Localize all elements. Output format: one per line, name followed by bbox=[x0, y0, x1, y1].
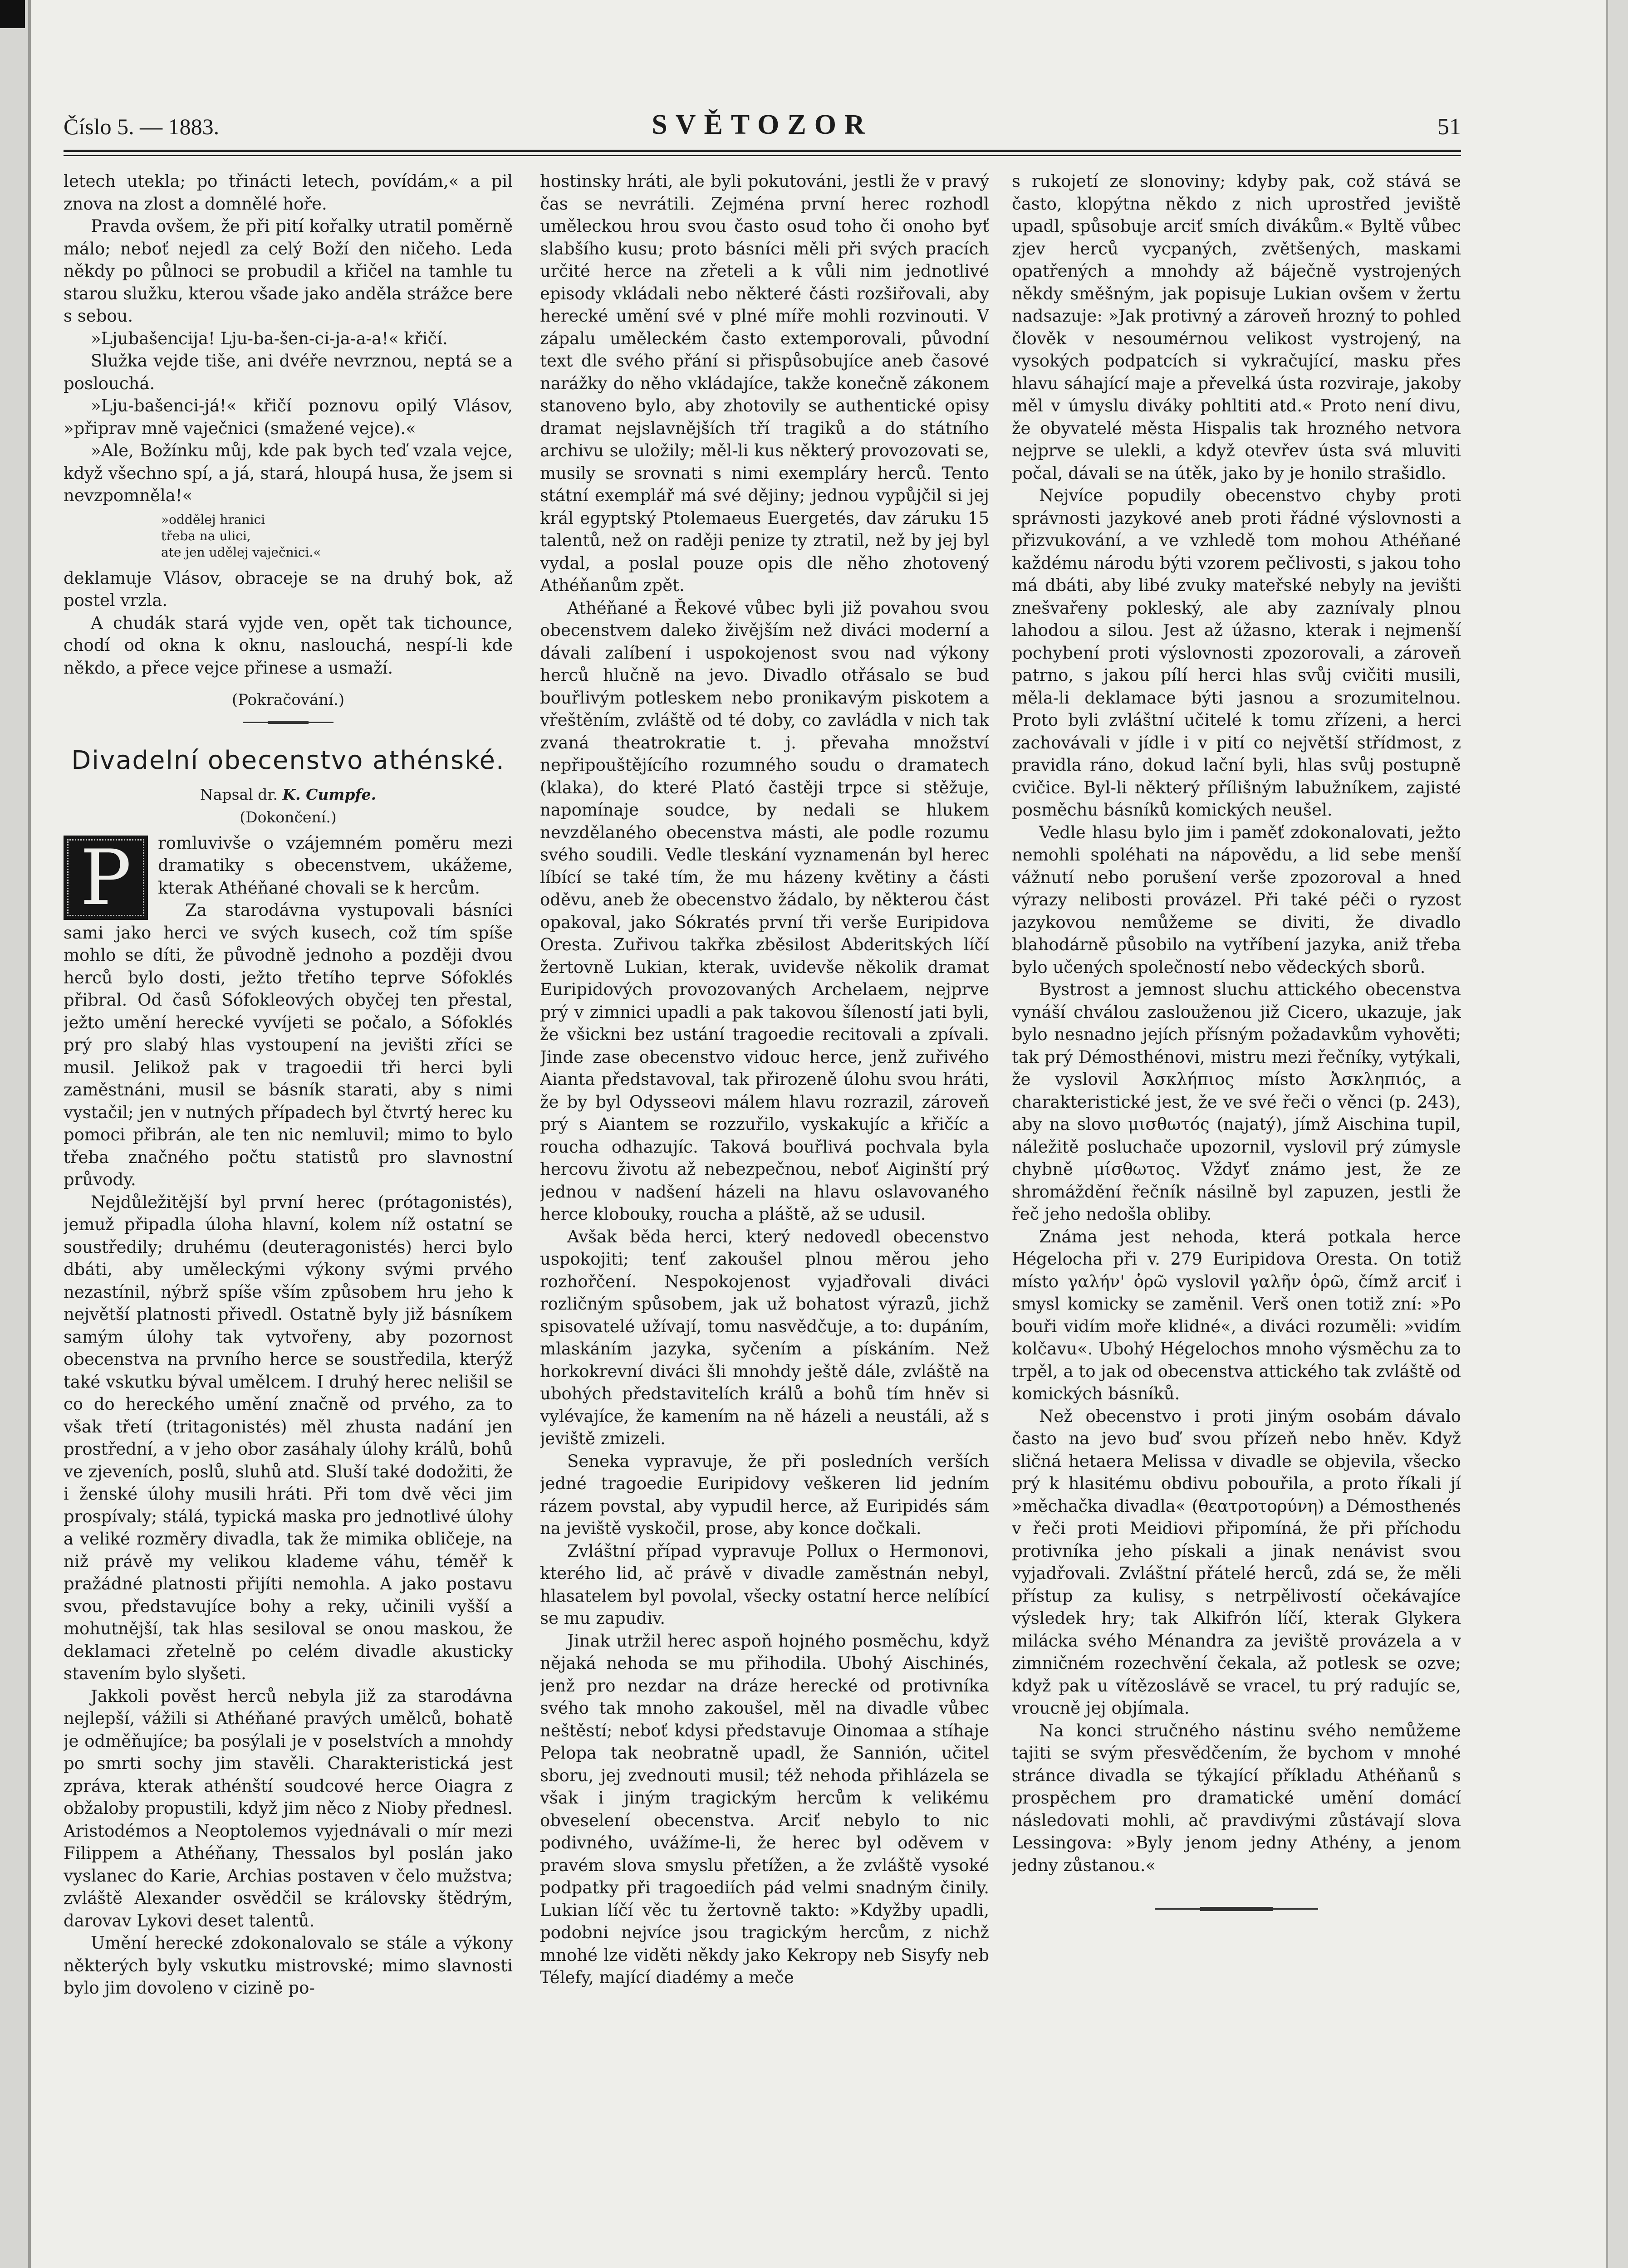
paragraph: Jakkoli pověst herců nebyla již za starodávna nejlepší, vážili si Athéňané pravých umělců, bohatě je odměňujíce; ba posýlali je v poselstvích a mnohdy po smrti sochy jim stavěli. Charakteristická jest zpráva, kterak athénští soudcové herce Oiagra z obžaloby propustili, když jim něco z Nioby přednesl. Aristodémos a Neoptolemos vyjednávali o mír mezi Filippem a Athéňany, Thessalos byl poslán jako vyslanec do Karie, Archias postaven v čelo mužstva; zvláště Alexander osvědčil se královsky štědrým, darovav Lykovi deset talentů. bbox=[64, 1686, 513, 1931]
scan-right-edge bbox=[1606, 0, 1628, 2268]
article-title: Divadelní obecenstvo athénské. bbox=[71, 745, 505, 775]
end-divider bbox=[1155, 1908, 1318, 1910]
paragraph: Pravda ovšem, že při pití kořalky utratil poměrně málo; neboť nejedl za celý Boží den ničeho. Leda někdy po půlnoci se probudil a křičel na tamhle tu starou služku, kterou všade jako anděla strážce bere s sebou. bbox=[64, 216, 513, 326]
paragraph: Známa jest nehoda, která potkala herce Hégelocha při v. 279 Euripidova Oresta. On totiž místo γαλήν' ὁρῶ vyslovil γαλῆν ὁρῶ, čímž arciť i smysl komicky se zaměnil. Verš onen totiž zní: »Po bouři vidím moře klidné«, a diváci rozuměli: »vidím kolčavu«. Ubohý Hégelochos mnoho výsměchu za to trpěl, a to jak od obecenstva attického tak zvláště od komických básníků. bbox=[1012, 1227, 1461, 1403]
column-middle bbox=[540, 170, 989, 2257]
continued-note: (Pokračování.) bbox=[231, 691, 345, 709]
paragraph: Zvláštní případ vypravuje Pollux o Hermonovi, kterého lid, ač právě v divadle zaměstnán nebyl, hlasatelem byl povolal, všecky ostatní herce nelíbící se mu zapudiv. bbox=[540, 1541, 989, 1628]
verse-quote bbox=[161, 512, 513, 561]
column-left bbox=[64, 170, 513, 2257]
scan-left-edge bbox=[0, 0, 31, 2268]
paragraph: romluvivše o vzájemném poměru mezi dramatiky s obecenstvem, ukážeme, kterak Athéňané chovali se k hercům. bbox=[158, 833, 513, 898]
page bbox=[64, 104, 1461, 2263]
paragraph: Jinak utržil herec aspoň hojného posměchu, když nějaká nehoda se mu přihodila. Ubohý Aischinés, jenž pro nezdar na dráze herecké od protivníka svého tak mnoho zakoušel, měl na divadle vůbec neštěstí; neboť kdysi představuje Oinomaa a stíhaje Pelopa tak neobratně upadl, že Sannión, učitel sboru, jej zvednouti musil; též nehoda přihlázela se však i jiným tragickým hercům k velikému obveselení obecenstva. Arciť nebylo to nic podivného, uvážíme-li, že herec byl oděvem v pravém slova smyslu přetížen, a že zvláště vysoké podpatky při tragoediích pád velmi snadným činily. Lukian líčí věc tu žertovně takto: »Kdyžby upadli, podobni nejvíce jsou tragickým hercům, z nichž mnohé lze viděti někdy jako Kekropy neb Sisyfy neb Télefy, mající diadémy a meče bbox=[540, 1631, 989, 1987]
paragraph: s rukojetí ze slonoviny; kdyby pak, což stává se často, klopýtna někdo z nich uprostřed jeviště upadl, spůsobuje arciť smích divákům.« Byltě vůbec zjev herců vycpaných, zvětšených, maskami opatřených a mnohdy až báječně vystrojených někdy směšným, jak popisuje Lukian ovšem v žertu nadsazuje: »Jak protivný a zároveň hrozný to pohled člověk v nesoumérnou velikost vystrojený, na vysokých podpatcích si vykračující, masku přes hlavu sáhající maje a převelká ústa rozviraje, jakoby měl v úmyslu diváky pohltiti atd.« Proto není divu, že obyvatelé města Hispalis tak hrozného netvora nejprve se ulekli, a když otevřev ústa svá mluviti počal, dávali se na útěk, jako by je honilo strašidlo. bbox=[1012, 171, 1461, 483]
paragraph: Avšak běda herci, který nedovedl obecenstvo uspokojiti; tenť zakoušel plnou měrou jeho rozhořčení. Nespokojenost vyjadřovali diváci rozličným spůsobem, jak už bohatost výrazů, jichž spisovatelé užívají, tomu nasvědčuje, a to: dupáním, mlaskáním jazyka, syčením a pískáním. Než horkokrevní diváci šli mnohdy ještě dále, zvláště na ubohých představitelích králů a bohů tím hněv si vylévajíce, že kamením na ně házeli a neustáli, až s jeviště zmizeli. bbox=[540, 1227, 989, 1448]
paragraph: deklamuje Vlásov, obraceje se na druhý bok, až postel vrzla. bbox=[64, 568, 513, 610]
paragraph: letech utekla; po třinácti letech, povídám,« a pil znova na zlost a domnělé hoře. bbox=[64, 171, 513, 214]
verse-line: třeba na ulici, bbox=[161, 528, 251, 543]
header-rule-thick bbox=[64, 150, 1461, 152]
scan-corner-mark bbox=[0, 0, 25, 28]
paragraph: Athéňané a Řekové vůbec byli již povahou svou obecenstvem daleko živějším než diváci moderní a dávali zalíbení i uspokojenost svou nad výkony herců hlučně na jevo. Divadlo otřásalo se buď bouřlivým potleskem nebo pronikavým piskotem a vřeštěním, zvláště od té doby, co zavládla v nich tak zvaná theatrokratie t. j. převaha množství nepřipouštějícího rozumného soudu o dramatech (klaka), do které Plató častěji trpce si stěžuje, napomínaje soudce, by nedali se hlukem nevzdělaného obecenstva másti, ale podle rozumu svého soudili. Vedle tleskání vyznamenán byl herec líbící se také tím, že mu házeny květiny a části oděvu, aneb že obecenstvo žádalo, by některou část opakoval, jako Sókratés první tři verše Euripidova Oresta. Zuřivou takřka zběsilost Abderitských líčí žertovně Lukian, kterak, uvidevše několik dramat Euripidových provozovaných Archelaem, nejprve prý v zimnici upadli a pak takovou šíleností jati byli, že všickni bez ustání tragoedie recitovali a zpívali. Jinde zase obecenstvo vidouc herce, jenž zuřivého Aianta představoval, tak přirozeně úlohu svou hráti, že by byl Odysseovi málem hlavu rozrazil, zároveň prý s Aiantem se rozzuřilo, vyskakujíc a křičíc a roucha odhazujíc. Taková bouřlivá pochvala byla hercovu životu až nebezpečnou, neboť Aiginští prý jednou v nadšení házeli na hlavu oslavovaného herce klobouky, roucha a pláště, až se udusil. bbox=[540, 598, 989, 1224]
verse-line: »oddělej hranici bbox=[161, 512, 265, 527]
paragraph: Na konci stručného nástinu svého nemůžeme tajiti se svým přesvědčením, že bychom v mnohé stránce divadla se týkající příkladu Athéňanů s prospěchem pro dramatické umění domácí následovati mohli, ač pravdivými zůstávají slova Lessingova: »Byly jenom jedny Athény, a jenom jedny zůstanou.« bbox=[1012, 1721, 1461, 1875]
dropcap-initial bbox=[64, 833, 148, 922]
page-number: 51 bbox=[1437, 114, 1461, 140]
paragraph: »Ljubašencija! Lju-ba-šen-ci-ja-a-a!« křičí. bbox=[91, 328, 448, 348]
paragraph: »Ale, Božínku můj, kde pak bych teď vzala vejce, když všechno spí, a já, stará, hloupá husa, že jsem si nevzpomněla!« bbox=[64, 441, 513, 505]
paragraph: hostinsky hráti, ale byli pokutováni, jestli že v pravý čas se nevrátili. Zejména první herec rozhodl uměleckou hrou svou často osud toho či onoho byť slabšího kusu; proto básníci měli při svých pracích určité herce na zřeteli a k vůli nim jednotlivé episody vkládali nebo některé části rozšiřovali, aby herecké umění své v plné míře mohli rozvinouti. V zápalu uměleckém často extemporovali, původní text dle svého přání si přispůsobujíce aneb časové narážky do něho vkládajíce, takže konečně zákonem stanoveno bylo, aby zhotovily se authentické opisy dramat nejslavnějších tří tragiků a do státního archivu se uložily; měl-li kus některý provozovati se, musily se srovnati s nimi exempláry herců. Tento státní exemplář má své dějiny; jednou vypůjčil si jej král egyptský Ptolemaeus Euergetés, dav záruku 15 talentů, než on raději penize ty ztratil, než by jej byl vydal, a poslal pouze opis dle něho zhotovený Athéňanům zpět. bbox=[540, 171, 989, 595]
column-right bbox=[1012, 170, 1461, 2257]
author-name: K. Cumpfe. bbox=[282, 785, 377, 803]
section-divider bbox=[243, 722, 333, 723]
paragraph: Umění herecké zdokonalovalo se stále a výkony některých byly vskutku mistrovské; mimo slavnosti bylo jim dovoleno v cizině po- bbox=[64, 1933, 513, 1998]
journal-title: SVĚTOZOR bbox=[652, 109, 873, 140]
paragraph: Než obecenstvo i proti jiným osobám dávalo často na jevo buď svou přízeň nebo hněv. Když sličná hetaera Melissa v divadle se objevila, všecko prý k hlasitému obdivu pobouřila, a proto říkali jí »měchačka divadla« (θεατροτορύνη) a Démosthenés v řeči proti Meidiovi připomíná, že při příchodu protivníka jeho pískali a jinak nenávist svou vyjadřovali. Zvláštní přátelé herců, zdá se, že měli přístup za kulisy, s netrpělivostí očekávajíce výsledek hry; tak Alkifrón líčí, kterak Glykera milácka svého Ménandra za jeviště provázela a v zimničném rozechvění čekala, až potlesk se ozve; když pak u vítězoslávě se vracel, tu prý radujíc se, vroucně jej objímala. bbox=[1012, 1406, 1461, 1718]
page-header bbox=[64, 104, 1461, 159]
paragraph: Bystrost a jemnost sluchu attického obecenstva vynáší chválou zaslouženou již Cicero, ukazuje, jak bylo nesnadno jejích přísným požadavkům vyhověti; tak prý Démosthénovi, mistru mezi řečníky, vytýkali, že vyslovil Ἀσκλήπιος místo Ἀσκληπιός, a charakteristické jest, že ve své řeči o věnci (p. 243), aby na slovo μισθωτός (najatý), jímž Aischina tupil, náležitě posluchače upozornil, vyslovil prý zúmysle chybně μίσθωτος. Vždyť známo jest, že ze shromáždění řečník násilně byl zapuzen, jestli že řeč jeho nedošla obliby. bbox=[1012, 980, 1461, 1224]
text-columns bbox=[64, 170, 1461, 2257]
paragraph: Za starodávna vystupovali básníci sami jako herci ve svých kusech, což tím spíše mohlo se díti, že původně jednoho a později dvou herců bylo dosti, ježto třetího teprve Sófoklés přibral. Od časů Sófokleových obyčej ten přestal, ježto umění herecké vyvíjeti se počalo, a Sófoklés prý pro slabý hlas vystoupení na jevišti zříci se musil. Jelikož pak v tragoedii tři herci byli zaměstnáni, musil se básník starati, aby s nimi vystačil; jen v nutných případech byl čtvrtý herec ku pomoci přibrán, ale ten nic nemluvil; mimo to bylo třeba značného počtu statistů pro slavnostní průvody. bbox=[64, 900, 513, 1189]
header-rule-thin bbox=[64, 155, 1461, 156]
paragraph: Služka vejde tiše, ani dvéře nevrznou, neptá se a poslouchá. bbox=[64, 351, 513, 393]
paragraph: Nejvíce popudily obecenstvo chyby proti správnosti jazykové aneb proti řádné výslovnosti a přizvukování, a ve vzhledě tom mohou Athéňané každému národu býti vzorem pečlivosti, s jakou toho má dbáti, aby libé zvuky mateřské nebyly na jevišti znešvařeny pokleský, ale aby zaznívaly plnou lahodou a silou. Jest až úžasno, kterak i nejmenší pochybení proti výslovnosti zpozorovali, a zároveň patrno, s jakou pílí herci hlas svůj cvičiti musili, měla-li deklamace býti jasnou a srozumitelnou. Proto byli zvláštní učitelé k tomu zřízeni, a herci zachovávali v jídle i v pití co největší střídmost, z pravidla ráno, dokud lační byli, hlas svůj postupně cvičice. Byl-li některý přílišným labužníkem, zajisté posměchu básníků komických neušel. bbox=[1012, 486, 1461, 820]
paragraph: »Lju-bašenci-já!« křičí poznovu opilý Vlásov, »připrav mně vaječnici (smažené vejce).« bbox=[64, 396, 513, 438]
paragraph: Vedle hlasu bylo jim i paměť zdokonalovati, ježto nemohli spoléhati na nápovědu, a lid sebe menší vážnutí nebo porušení verše zpozoroval a hned výrazy nelibosti provázel. Při také péči o ryzost jazykovou nemůžeme se diviti, že divadlo blahodárně působilo na vytříbení jazyka, aniž třeba bylo učených společností nebo vědeckých sborů. bbox=[1012, 822, 1461, 977]
issue-number: Číslo 5. — 1883. bbox=[64, 114, 220, 139]
byline bbox=[64, 784, 513, 806]
conclusion-note: (Dokončení.) bbox=[240, 808, 337, 826]
paragraph: Seneka vypravuje, že při posledních verších jedné tragoedie Euripidovy veškeren lid jedním rázem povstal, aby vypudil herce, až Euripidés sám na jeviště vyskočil, prose, aby konce dočkali. bbox=[540, 1451, 989, 1538]
paragraph: A chudák stará vyjde ven, opět tak tichounce, chodí od okna k oknu, naslouchá, nespí-li kde někdo, a přece vejce přinese a usmaží. bbox=[64, 613, 513, 678]
byline-prefix: Napsal dr. bbox=[200, 785, 278, 803]
paragraph: Nejdůležitější byl první herec (prótagonistés), jemuž připadla úloha hlavní, kolem níž ostatní se soustředily; druhému (deuteragonistés) herci bylo dbáti, aby uměleckými výkony svými prvého nezastínil, nýbrž spíše vším způsobem hru jeho k největší platnosti přivedl. Ostatně byly již básníkem samým úlohy tak vytvořeny, aby pozornost obecenstva na prvního herce se soustředila, kterýž také vskutku býval umělcem. I druhý herec nelišil se co do hereckého umění značně od prvého, za to však třetí (tritagonistés) měl zhusta nadání jen prostřední, a v jeho obor zasáhaly úlohy králů, bohů ve zjeveních, poslů, sluhů atd. Sluší také dodožiti, že i ženské úlohy musili hráti. Při tom dvě věci jim prospívaly; stálá, typická maska pro jednotlivé úlohy a veliké rozměry divadla, tak že mimika obličeje, na niž právě my velikou klademe váhu, téměř k pražádné platnosti přijíti nemohla. A jako postavu svou, představujíce bohy a reky, učinili vyšší a mohutnější, tak hlas sesiloval se onou maskou, že deklamaci zřetelně po celém divadle akusticky stavením bylo slyšeti. bbox=[64, 1192, 513, 1683]
dropcap-letter: P bbox=[80, 833, 132, 922]
verse-line: ate jen udělej vaječnici.« bbox=[161, 544, 321, 560]
